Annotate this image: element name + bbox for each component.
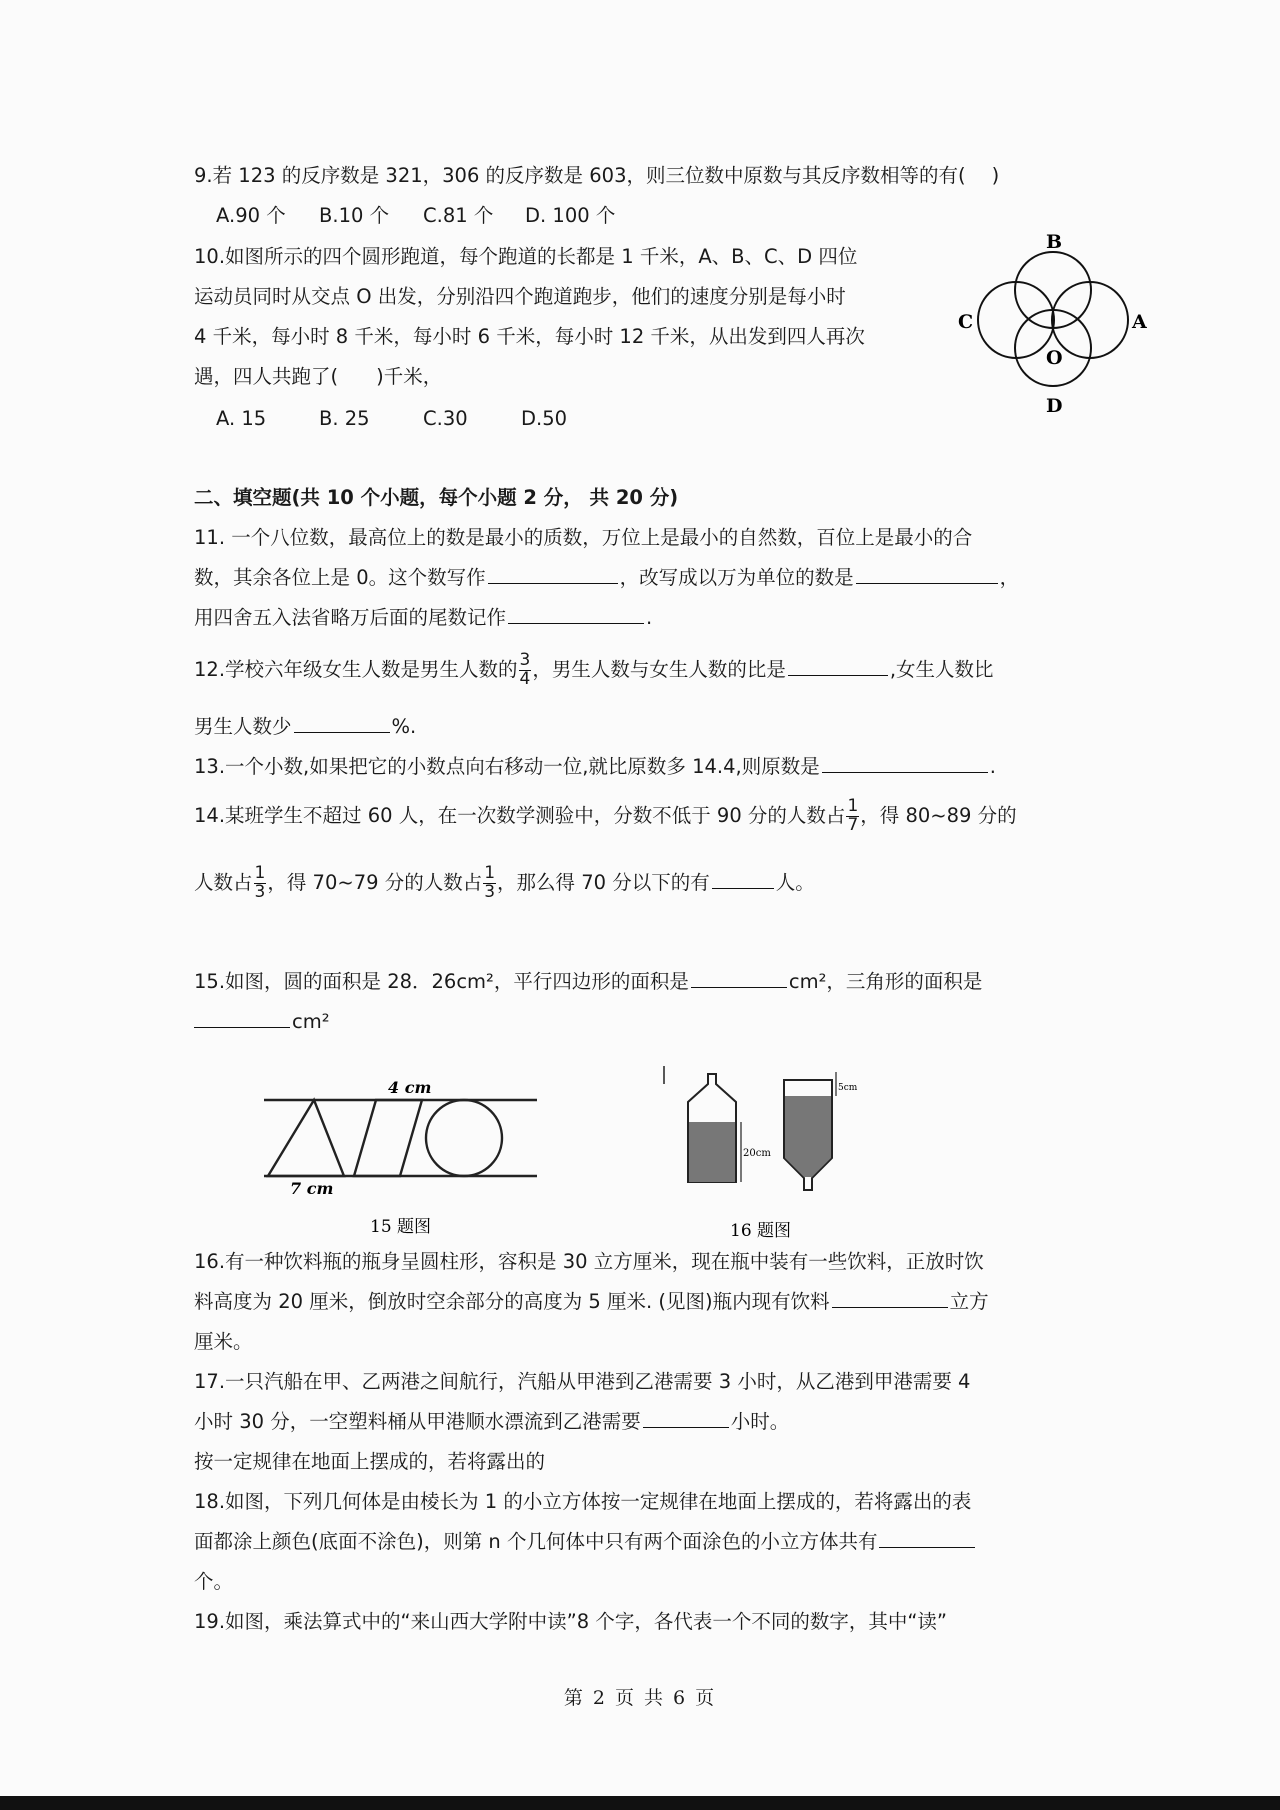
label-a: A (1132, 311, 1147, 333)
q9-option-d: D. 100 个 (525, 204, 616, 227)
answer-blank (856, 582, 998, 584)
fig16-gap-label: 5cm (838, 1083, 858, 1093)
label-d: D (1046, 395, 1063, 417)
figure-16 (658, 1062, 888, 1242)
scan-edge (0, 1796, 1280, 1810)
q12-line-2: 男生人数少 %. (194, 715, 417, 738)
label-o: O (1046, 347, 1063, 369)
inverted-liquid (785, 1096, 831, 1177)
answer-blank (488, 582, 618, 584)
fraction-1-3: $\frac{1}{3}$ (484, 863, 496, 902)
circle-shape (426, 1100, 502, 1176)
upright-liquid (689, 1122, 735, 1182)
q17-line-1: 17.一只汽船在甲、乙两港之间航行，汽船从甲港到乙港需要 3 小时，从乙港到甲港需要 4 (194, 1370, 971, 1393)
answer-blank (788, 674, 888, 676)
answer-blank (643, 1426, 729, 1428)
q10-option-c: C.30 (423, 407, 468, 430)
answer-blank (822, 771, 988, 773)
q16-line-2: 料高度为 20 厘米，倒放时空余部分的高度为 5 厘米. (见图)瓶内现有饮料 立方 (194, 1290, 989, 1313)
fraction-3-4: $\frac{3}{4}$ (519, 650, 531, 689)
q17-line-2: 小时 30 分，一空塑料桶从甲港顺水漂流到乙港需要 小时。 (194, 1410, 790, 1433)
q16-line-1: 16.有一种饮料瓶的瓶身呈圆柱形，容积是 30 立方厘米，现在瓶中装有一些饮料，正放时饮 (194, 1250, 984, 1273)
fraction-1-3: $\frac{1}{3}$ (254, 863, 266, 902)
triangle-shape (268, 1100, 344, 1176)
q9-option-a: A.90 个 (216, 204, 286, 227)
q10-line-3: 4 千米，每小时 8 千米，每小时 6 千米，每小时 12 千米，从出发到四人再次 (194, 325, 865, 348)
answer-blank (832, 1306, 948, 1308)
q15-line-2: cm² (194, 1012, 330, 1032)
q11-line-2: 数，其余各位上是 0。这个数写作 ，改写成以万为单位的数是 ， (194, 566, 1020, 589)
figure-15 (262, 1072, 538, 1237)
q9-option-c: C.81 个 (423, 204, 494, 227)
label-c: C (958, 311, 974, 333)
q10-option-b: B. 25 (319, 407, 370, 430)
parallelogram-shape (354, 1100, 422, 1176)
label-b: B (1046, 231, 1063, 253)
fig15-bottom-label: 7 cm (290, 1179, 334, 1198)
q18-line-2: 面都涂上颜色(底面不涂色)，则第 n 个几何体中只有两个面涂色的小立方体共有 (194, 1532, 977, 1552)
fraction-1-7: $\frac{1}{7}$ (847, 796, 859, 835)
q10-option-d: D.50 (521, 407, 568, 430)
fig15-caption: 15 题图 (370, 1217, 432, 1237)
answer-blank (194, 1026, 290, 1028)
q15-line-1: 15.如图，圆的面积是 28．26cm²，平行四边形的面积是 cm²，三角形的面积是 (194, 970, 983, 993)
answer-blank (879, 1546, 975, 1548)
fig16-height-label: 20cm (743, 1148, 771, 1159)
q9-stem: 9.若 123 的反序数是 321，306 的反序数是 603，则三位数中原数与其反序数相等的有( ) (194, 164, 1000, 187)
q13-line-1: 13.一个小数,如果把它的小数点向右移动一位,就比原数多 14.4,则原数是 . (194, 755, 996, 778)
section-heading: 二、填空题(共 10 个小题，每个小题 2 分， 共 20 分) (194, 486, 679, 509)
q19-line-1: 19.如图，乘法算式中的“来山西大学附中读”8 个字，各代表一个不同的数字，其中“读” (194, 1610, 948, 1633)
q18-line-1: 18.如图，下列几何体是由棱长为 1 的小立方体按一定规律在地面上摆成的，若将露出的表 (194, 1490, 972, 1513)
q10-line-4: 遇，四人共跑了( )千米， (194, 365, 443, 388)
answer-blank (508, 622, 644, 624)
q14-line-1: 14.某班学生不超过 60 人，在一次数学测验中，分数不低于 90 分的人数占 $\frac{1}{7}$ ，得 80~89 分的 (194, 796, 1017, 835)
four-tracks-figure (950, 228, 1155, 418)
q9-option-b: B.10 个 (319, 204, 390, 227)
q16-line-3: 厘米。 (194, 1330, 253, 1353)
q12-line-1: 12.学校六年级女生人数是男生人数的 $\frac{3}{4}$ ，男生人数与女生人数的比是 ,女生人数比 (194, 650, 994, 689)
q10-option-a: A. 15 (216, 407, 267, 430)
q11-line-3: 用四舍五入法省略万后面的尾数记作 . (194, 606, 653, 629)
answer-blank (712, 887, 774, 889)
q10-line-1: 10.如图所示的四个圆形跑道，每个跑道的长都是 1 千米，A、B、C、D 四位 (194, 245, 858, 268)
q14-line-2: 人数占 $\frac{1}{3}$ ，得 70~79 分的人数占 $\frac{1}{3}$ ，那么得 70 分以下的有 人。 (194, 863, 815, 902)
stray-text-line: 按一定规律在地面上摆成的，若将露出的 (194, 1450, 546, 1473)
answer-blank (294, 731, 390, 733)
fig16-caption: 16 题图 (730, 1221, 792, 1241)
fig15-top-label: 4 cm (388, 1078, 432, 1097)
q10-line-2: 运动员同时从交点 O 出发，分别沿四个跑道跑步，他们的速度分别是每小时 (194, 285, 846, 308)
answer-blank (691, 986, 787, 988)
q18-line-3: 个。 (194, 1570, 234, 1593)
page-footer: 第 2 页 共 6 页 (563, 1687, 717, 1709)
q11-line-1: 11. 一个八位数，最高位上的数是最小的质数，万位上是最小的自然数，百位上是最小的合 (194, 526, 973, 549)
